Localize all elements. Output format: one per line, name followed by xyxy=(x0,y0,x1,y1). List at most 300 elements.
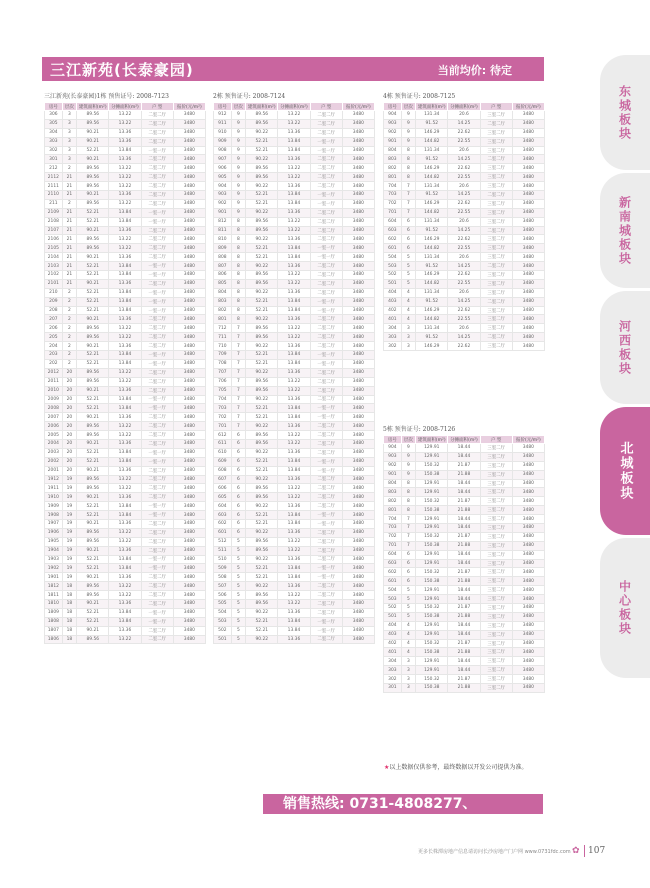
table-cell: 812 xyxy=(214,217,232,226)
table-cell: 三室二厅 xyxy=(480,164,512,173)
table-row xyxy=(384,297,545,306)
table-cell: 二室二厅 xyxy=(310,173,342,182)
table-cell: 131.34 xyxy=(416,111,448,120)
table-cell: 13.22 xyxy=(278,173,310,182)
table-cell: 8 xyxy=(401,146,415,155)
table-cell: 144.82 xyxy=(416,208,448,217)
table-cell: 150.32 xyxy=(416,604,448,613)
table-cell: 三室二厅 xyxy=(480,111,512,120)
table-row xyxy=(384,226,545,235)
table-cell: 13.36 xyxy=(278,235,310,244)
table-cell: 89.56 xyxy=(77,582,109,591)
table-cell: 13.84 xyxy=(109,262,141,271)
table-cell: 90.22 xyxy=(246,395,278,404)
table-cell: 8 xyxy=(231,297,245,306)
table-cell: 3480 xyxy=(342,555,374,564)
table-cell: 13.22 xyxy=(109,591,141,600)
table-cell: 3480 xyxy=(512,559,544,568)
table-cell: 二室二厅 xyxy=(310,226,342,235)
table-row xyxy=(45,368,206,377)
table-cell: 603 xyxy=(214,511,232,520)
table-cell: 22.55 xyxy=(448,173,480,182)
table-cell: 7 xyxy=(231,386,245,395)
table-cell: 3480 xyxy=(342,164,374,173)
table-cell: 146.29 xyxy=(416,342,448,351)
table-cell: 二室二厅 xyxy=(141,315,173,324)
table-cell: 3480 xyxy=(512,208,544,217)
table-cell: 9 xyxy=(231,146,245,155)
table-cell: 146.29 xyxy=(416,128,448,137)
table-row xyxy=(214,333,375,342)
table-cell: 二室二厅 xyxy=(141,191,173,200)
table-row xyxy=(214,528,375,537)
table-cell: 二室二厅 xyxy=(310,262,342,271)
table-row xyxy=(45,439,206,448)
table-cell: 144.82 xyxy=(416,137,448,146)
table-row xyxy=(214,226,375,235)
table-cell: 二室二厅 xyxy=(141,244,173,253)
table-cell: 3480 xyxy=(173,404,205,413)
table-cell: 303 xyxy=(384,333,402,342)
table-cell: 13.84 xyxy=(278,626,310,635)
table-cell: 13.36 xyxy=(109,413,141,422)
table-row xyxy=(384,541,545,550)
table-cell: 3480 xyxy=(512,262,544,271)
table-cell: 3480 xyxy=(342,191,374,200)
table-cell: 21 xyxy=(62,191,76,200)
building-4-block xyxy=(383,92,545,351)
table-cell: 7 xyxy=(401,541,415,550)
table-cell: 13.36 xyxy=(278,502,310,511)
table-cell: 89.56 xyxy=(246,599,278,608)
footer-divider xyxy=(584,845,585,857)
table-cell: 三室二厅 xyxy=(480,244,512,253)
table-cell: 804 xyxy=(384,146,402,155)
table-row xyxy=(214,599,375,608)
table-cell: 20 xyxy=(62,457,76,466)
table-cell: 90.21 xyxy=(77,386,109,395)
tab-hexi-district[interactable]: 河西板块 xyxy=(600,291,650,404)
table-cell: 129.91 xyxy=(416,515,448,524)
table-cell: 13.84 xyxy=(278,466,310,475)
table-row xyxy=(45,182,206,191)
table-cell: 2010 xyxy=(45,386,63,395)
table-cell: 3 xyxy=(62,155,76,164)
table-cell: 二室二厅 xyxy=(310,439,342,448)
table-row xyxy=(45,493,206,502)
table-cell: 13.36 xyxy=(278,262,310,271)
table-cell: 3480 xyxy=(173,199,205,208)
table-cell: 3480 xyxy=(173,591,205,600)
table-cell: 3480 xyxy=(173,182,205,191)
table-cell: 二室二厅 xyxy=(141,324,173,333)
table-cell: 2008 xyxy=(45,404,63,413)
table-cell: 3480 xyxy=(512,155,544,164)
table-cell: 3480 xyxy=(173,173,205,182)
table-cell: 22.62 xyxy=(448,199,480,208)
table-cell: 89.56 xyxy=(77,422,109,431)
table-cell: 二室二厅 xyxy=(141,635,173,644)
table-cell: 二室二厅 xyxy=(310,493,342,502)
table-cell: 601 xyxy=(384,244,402,253)
table-row xyxy=(214,573,375,582)
table-cell: 3 xyxy=(62,128,76,137)
table-cell: 二室二厅 xyxy=(480,297,512,306)
column-header: 户 型 xyxy=(480,103,512,111)
table-cell: 3480 xyxy=(512,199,544,208)
table-cell: 7 xyxy=(231,324,245,333)
project-title: 三江新苑(长泰豪园) xyxy=(50,61,194,79)
table-cell: 2109 xyxy=(45,208,63,217)
table-cell: 3 xyxy=(62,119,76,128)
table-cell: 13.84 xyxy=(278,564,310,573)
table-cell: 3480 xyxy=(512,288,544,297)
table-cell: 二室二厅 xyxy=(310,119,342,128)
table-cell: 3480 xyxy=(173,111,205,120)
table-cell: 501 xyxy=(214,635,232,644)
table-cell: 8 xyxy=(231,244,245,253)
table-cell: 20 xyxy=(62,448,76,457)
table-cell: 13.84 xyxy=(278,511,310,520)
table-cell: 18 xyxy=(62,617,76,626)
table-cell: 3480 xyxy=(512,497,544,506)
table-cell: 807 xyxy=(214,262,232,271)
table-cell: 52.21 xyxy=(246,626,278,635)
table-cell: 13.36 xyxy=(109,315,141,324)
table-cell: 206 xyxy=(45,324,63,333)
table-cell: 89.56 xyxy=(246,537,278,546)
table-cell: 二室二厅 xyxy=(310,528,342,537)
table-cell: 303 xyxy=(45,137,63,146)
table-cell: 三室二厅 xyxy=(480,524,512,533)
table-cell: 13.36 xyxy=(109,519,141,528)
table-row xyxy=(45,279,206,288)
table-cell: 89.56 xyxy=(246,493,278,502)
table-cell: 52.21 xyxy=(77,208,109,217)
table-row xyxy=(45,208,206,217)
table-cell: 9 xyxy=(231,199,245,208)
table-cell: 8 xyxy=(231,253,245,262)
table-cell: 三室二厅 xyxy=(480,444,512,453)
table-cell: 302 xyxy=(384,342,402,351)
table-cell: 7 xyxy=(401,208,415,217)
table-cell: 一室一厅 xyxy=(310,457,342,466)
table-cell: 13.36 xyxy=(278,208,310,217)
table-cell: 3480 xyxy=(173,431,205,440)
table-cell: 902 xyxy=(384,128,402,137)
table-cell: 22.55 xyxy=(448,137,480,146)
table-row xyxy=(384,568,545,577)
table-cell: 3480 xyxy=(173,315,205,324)
table-cell: 404 xyxy=(384,621,402,630)
table-cell: 3480 xyxy=(342,626,374,635)
table-cell: 18.44 xyxy=(448,595,480,604)
table-cell: 3480 xyxy=(342,137,374,146)
table-cell: 607 xyxy=(214,475,232,484)
table-row xyxy=(384,666,545,675)
table-cell: 13.22 xyxy=(109,244,141,253)
table-cell: 三室二厅 xyxy=(480,342,512,351)
table-row xyxy=(384,559,545,568)
table-cell: 13.22 xyxy=(278,537,310,546)
table-cell: 二室二厅 xyxy=(310,502,342,511)
table-cell: 三室二厅 xyxy=(480,515,512,524)
table-cell: 89.56 xyxy=(246,173,278,182)
table-cell: 905 xyxy=(214,173,232,182)
table-cell: 3480 xyxy=(342,564,374,573)
table-cell: 2102 xyxy=(45,271,63,280)
table-row xyxy=(384,262,545,271)
table-cell: 一室一厅 xyxy=(310,297,342,306)
tab-center-district[interactable]: 中心板块 xyxy=(600,538,650,678)
table-cell: 7 xyxy=(401,182,415,191)
table-row xyxy=(45,431,206,440)
table-cell: 二室二厅 xyxy=(310,448,342,457)
table-cell: 21.88 xyxy=(448,541,480,550)
table-cell: 二室二厅 xyxy=(310,395,342,404)
table-cell: 8 xyxy=(231,315,245,324)
table-cell: 802 xyxy=(214,306,232,315)
table-cell: 89.56 xyxy=(246,484,278,493)
table-cell: 3480 xyxy=(342,493,374,502)
table-cell: 二室二厅 xyxy=(310,279,342,288)
table-cell: 3480 xyxy=(173,564,205,573)
table-cell: 13.22 xyxy=(278,484,310,493)
table-cell: 二室二厅 xyxy=(141,128,173,137)
table-row xyxy=(384,342,545,351)
table-cell: 18.44 xyxy=(448,550,480,559)
table-cell: 3 xyxy=(401,333,415,342)
table-cell: 18.44 xyxy=(448,657,480,666)
tab-east-district[interactable]: 东城板块 xyxy=(600,55,650,170)
table-cell: 210 xyxy=(45,288,63,297)
table-cell: 3480 xyxy=(512,452,544,461)
table-cell: 5 xyxy=(401,604,415,613)
table-cell: 90.21 xyxy=(77,546,109,555)
table-cell: 1903 xyxy=(45,555,63,564)
table-cell: 8 xyxy=(401,479,415,488)
table-cell: 21.88 xyxy=(448,506,480,515)
table-cell: 90.22 xyxy=(246,342,278,351)
table-cell: 3480 xyxy=(512,675,544,684)
table-cell: 21.88 xyxy=(448,684,480,693)
table-cell: 3480 xyxy=(342,546,374,555)
table-cell: 3480 xyxy=(173,333,205,342)
table-row xyxy=(214,617,375,626)
table-cell: 2012 xyxy=(45,368,63,377)
table-cell: 5 xyxy=(231,617,245,626)
table-cell: 21 xyxy=(62,226,76,235)
table-row xyxy=(384,146,545,155)
table-cell: 90.21 xyxy=(77,128,109,137)
table-cell: 2112 xyxy=(45,173,63,182)
table-cell: 710 xyxy=(214,342,232,351)
table-cell: 7 xyxy=(231,413,245,422)
table-cell: 52.21 xyxy=(246,191,278,200)
table-cell: 13.84 xyxy=(278,146,310,155)
table-row xyxy=(384,524,545,533)
table-cell: 3480 xyxy=(512,595,544,604)
table-cell: 3480 xyxy=(173,297,205,306)
table-row xyxy=(384,675,545,684)
table-cell: 89.56 xyxy=(77,528,109,537)
table-cell: 52.21 xyxy=(246,519,278,528)
column-header: 户 型 xyxy=(310,103,342,111)
table-cell: 2 xyxy=(62,315,76,324)
table-row xyxy=(214,359,375,368)
table-cell: 13.36 xyxy=(278,155,310,164)
table-cell: 13.36 xyxy=(278,395,310,404)
table-cell: 7 xyxy=(401,532,415,541)
table-cell: 129.91 xyxy=(416,621,448,630)
table-cell: 8 xyxy=(401,488,415,497)
tab-new-south-district[interactable]: 新南城板块 xyxy=(600,173,650,288)
table-cell: 3 xyxy=(401,342,415,351)
table-cell: 1907 xyxy=(45,519,63,528)
table-cell: 704 xyxy=(384,515,402,524)
table-cell: 52.21 xyxy=(77,448,109,457)
table-cell: 90.21 xyxy=(77,137,109,146)
table-cell: 3480 xyxy=(512,244,544,253)
table-row xyxy=(45,377,206,386)
table-cell: 13.22 xyxy=(109,173,141,182)
table-cell: 304 xyxy=(45,128,63,137)
table-cell: 3480 xyxy=(342,475,374,484)
table-row xyxy=(214,208,375,217)
table-cell: 一室一厅 xyxy=(310,306,342,315)
table-cell: 二室二厅 xyxy=(141,111,173,120)
table-cell: 129.91 xyxy=(416,630,448,639)
table-row xyxy=(45,315,206,324)
table-cell: 13.36 xyxy=(278,342,310,351)
table-cell: 1908 xyxy=(45,511,63,520)
table-cell: 13.36 xyxy=(278,555,310,564)
table-row xyxy=(45,235,206,244)
table-cell: 91.52 xyxy=(416,297,448,306)
table-cell: 3480 xyxy=(342,342,374,351)
table-cell: 90.22 xyxy=(246,262,278,271)
table-cell: 2001 xyxy=(45,466,63,475)
table-cell: 3480 xyxy=(173,475,205,484)
table-cell: 21.87 xyxy=(448,461,480,470)
table-cell: 13.22 xyxy=(278,217,310,226)
table-cell: 5 xyxy=(401,612,415,621)
table-cell: 2003 xyxy=(45,448,63,457)
table-cell: 13.84 xyxy=(109,351,141,360)
table-cell: 2004 xyxy=(45,439,63,448)
table-row xyxy=(384,244,545,253)
table-cell: 8 xyxy=(401,155,415,164)
table-cell: 89.56 xyxy=(77,475,109,484)
table-cell: 52.21 xyxy=(246,146,278,155)
table-cell: 一室一厅 xyxy=(310,359,342,368)
column-header: 分摊面积(m²) xyxy=(448,103,480,111)
table-cell: 二室二厅 xyxy=(480,119,512,128)
table-cell: 20 xyxy=(62,368,76,377)
table-cell: 150.38 xyxy=(416,648,448,657)
table-cell: 14.25 xyxy=(448,155,480,164)
table-row xyxy=(45,306,206,315)
table-cell: 3480 xyxy=(512,315,544,324)
table-cell: 801 xyxy=(384,506,402,515)
table-cell: 707 xyxy=(214,368,232,377)
table-cell: 二室二厅 xyxy=(141,368,173,377)
table-cell: 二室二厅 xyxy=(310,546,342,555)
table-cell: 13.84 xyxy=(109,297,141,306)
table-row xyxy=(45,342,206,351)
table-cell: 13.36 xyxy=(278,608,310,617)
table-cell: 401 xyxy=(384,648,402,657)
table-row xyxy=(214,475,375,484)
table-cell: 三室二厅 xyxy=(480,559,512,568)
table-cell: 一室一厅 xyxy=(310,413,342,422)
table-cell: 13.36 xyxy=(109,191,141,200)
table-cell: 3480 xyxy=(173,511,205,520)
table-cell: 3480 xyxy=(512,173,544,182)
table-cell: 89.56 xyxy=(246,279,278,288)
table-cell: 3480 xyxy=(173,244,205,253)
table-cell: 二室二厅 xyxy=(141,279,173,288)
table-cell: 144.82 xyxy=(416,173,448,182)
table-cell: 二室二厅 xyxy=(310,475,342,484)
sales-hotline: 销售热线: 0731-4808277、4808577 xyxy=(263,794,543,814)
table-cell: 2101 xyxy=(45,279,63,288)
table-cell: 3480 xyxy=(173,573,205,582)
table-cell: 90.21 xyxy=(77,599,109,608)
table-cell: 13.22 xyxy=(109,422,141,431)
table-cell: 一室一厅 xyxy=(141,359,173,368)
table-cell: 13.22 xyxy=(109,119,141,128)
table-cell: 13.22 xyxy=(278,119,310,128)
table-cell: 13.22 xyxy=(278,591,310,600)
table-cell: 3480 xyxy=(512,666,544,675)
table-cell: 22.62 xyxy=(448,128,480,137)
table-cell: 8 xyxy=(401,506,415,515)
table-cell: 146.29 xyxy=(416,235,448,244)
table-cell: 二室二厅 xyxy=(141,475,173,484)
table-cell: 302 xyxy=(45,146,63,155)
table-cell: 二室二厅 xyxy=(141,439,173,448)
table-cell: 3480 xyxy=(512,515,544,524)
table-cell: 402 xyxy=(384,639,402,648)
table-cell: 20 xyxy=(62,431,76,440)
table-cell: 903 xyxy=(384,452,402,461)
table-cell: 811 xyxy=(214,226,232,235)
table-cell: 52.21 xyxy=(77,359,109,368)
table-row xyxy=(214,395,375,404)
table-cell: 二室二厅 xyxy=(141,155,173,164)
table-cell: 3480 xyxy=(173,439,205,448)
table-cell: 90.22 xyxy=(246,475,278,484)
table-cell: 3480 xyxy=(342,608,374,617)
table-cell: 91.52 xyxy=(416,262,448,271)
table-cell: 13.22 xyxy=(109,235,141,244)
table-cell: 150.38 xyxy=(416,506,448,515)
tab-north-district[interactable]: 北城板块 xyxy=(600,407,650,535)
table-cell: 13.22 xyxy=(278,377,310,386)
table-cell: 8 xyxy=(231,306,245,315)
table-cell: 209 xyxy=(45,297,63,306)
table-row xyxy=(384,639,545,648)
table-cell: 3480 xyxy=(512,342,544,351)
table-cell: 9 xyxy=(231,191,245,200)
table-row xyxy=(384,550,545,559)
table-row xyxy=(214,502,375,511)
table-cell: 二室二厅 xyxy=(141,226,173,235)
table-cell: 52.21 xyxy=(246,137,278,146)
table-row xyxy=(384,306,545,315)
table-cell: 2 xyxy=(62,342,76,351)
